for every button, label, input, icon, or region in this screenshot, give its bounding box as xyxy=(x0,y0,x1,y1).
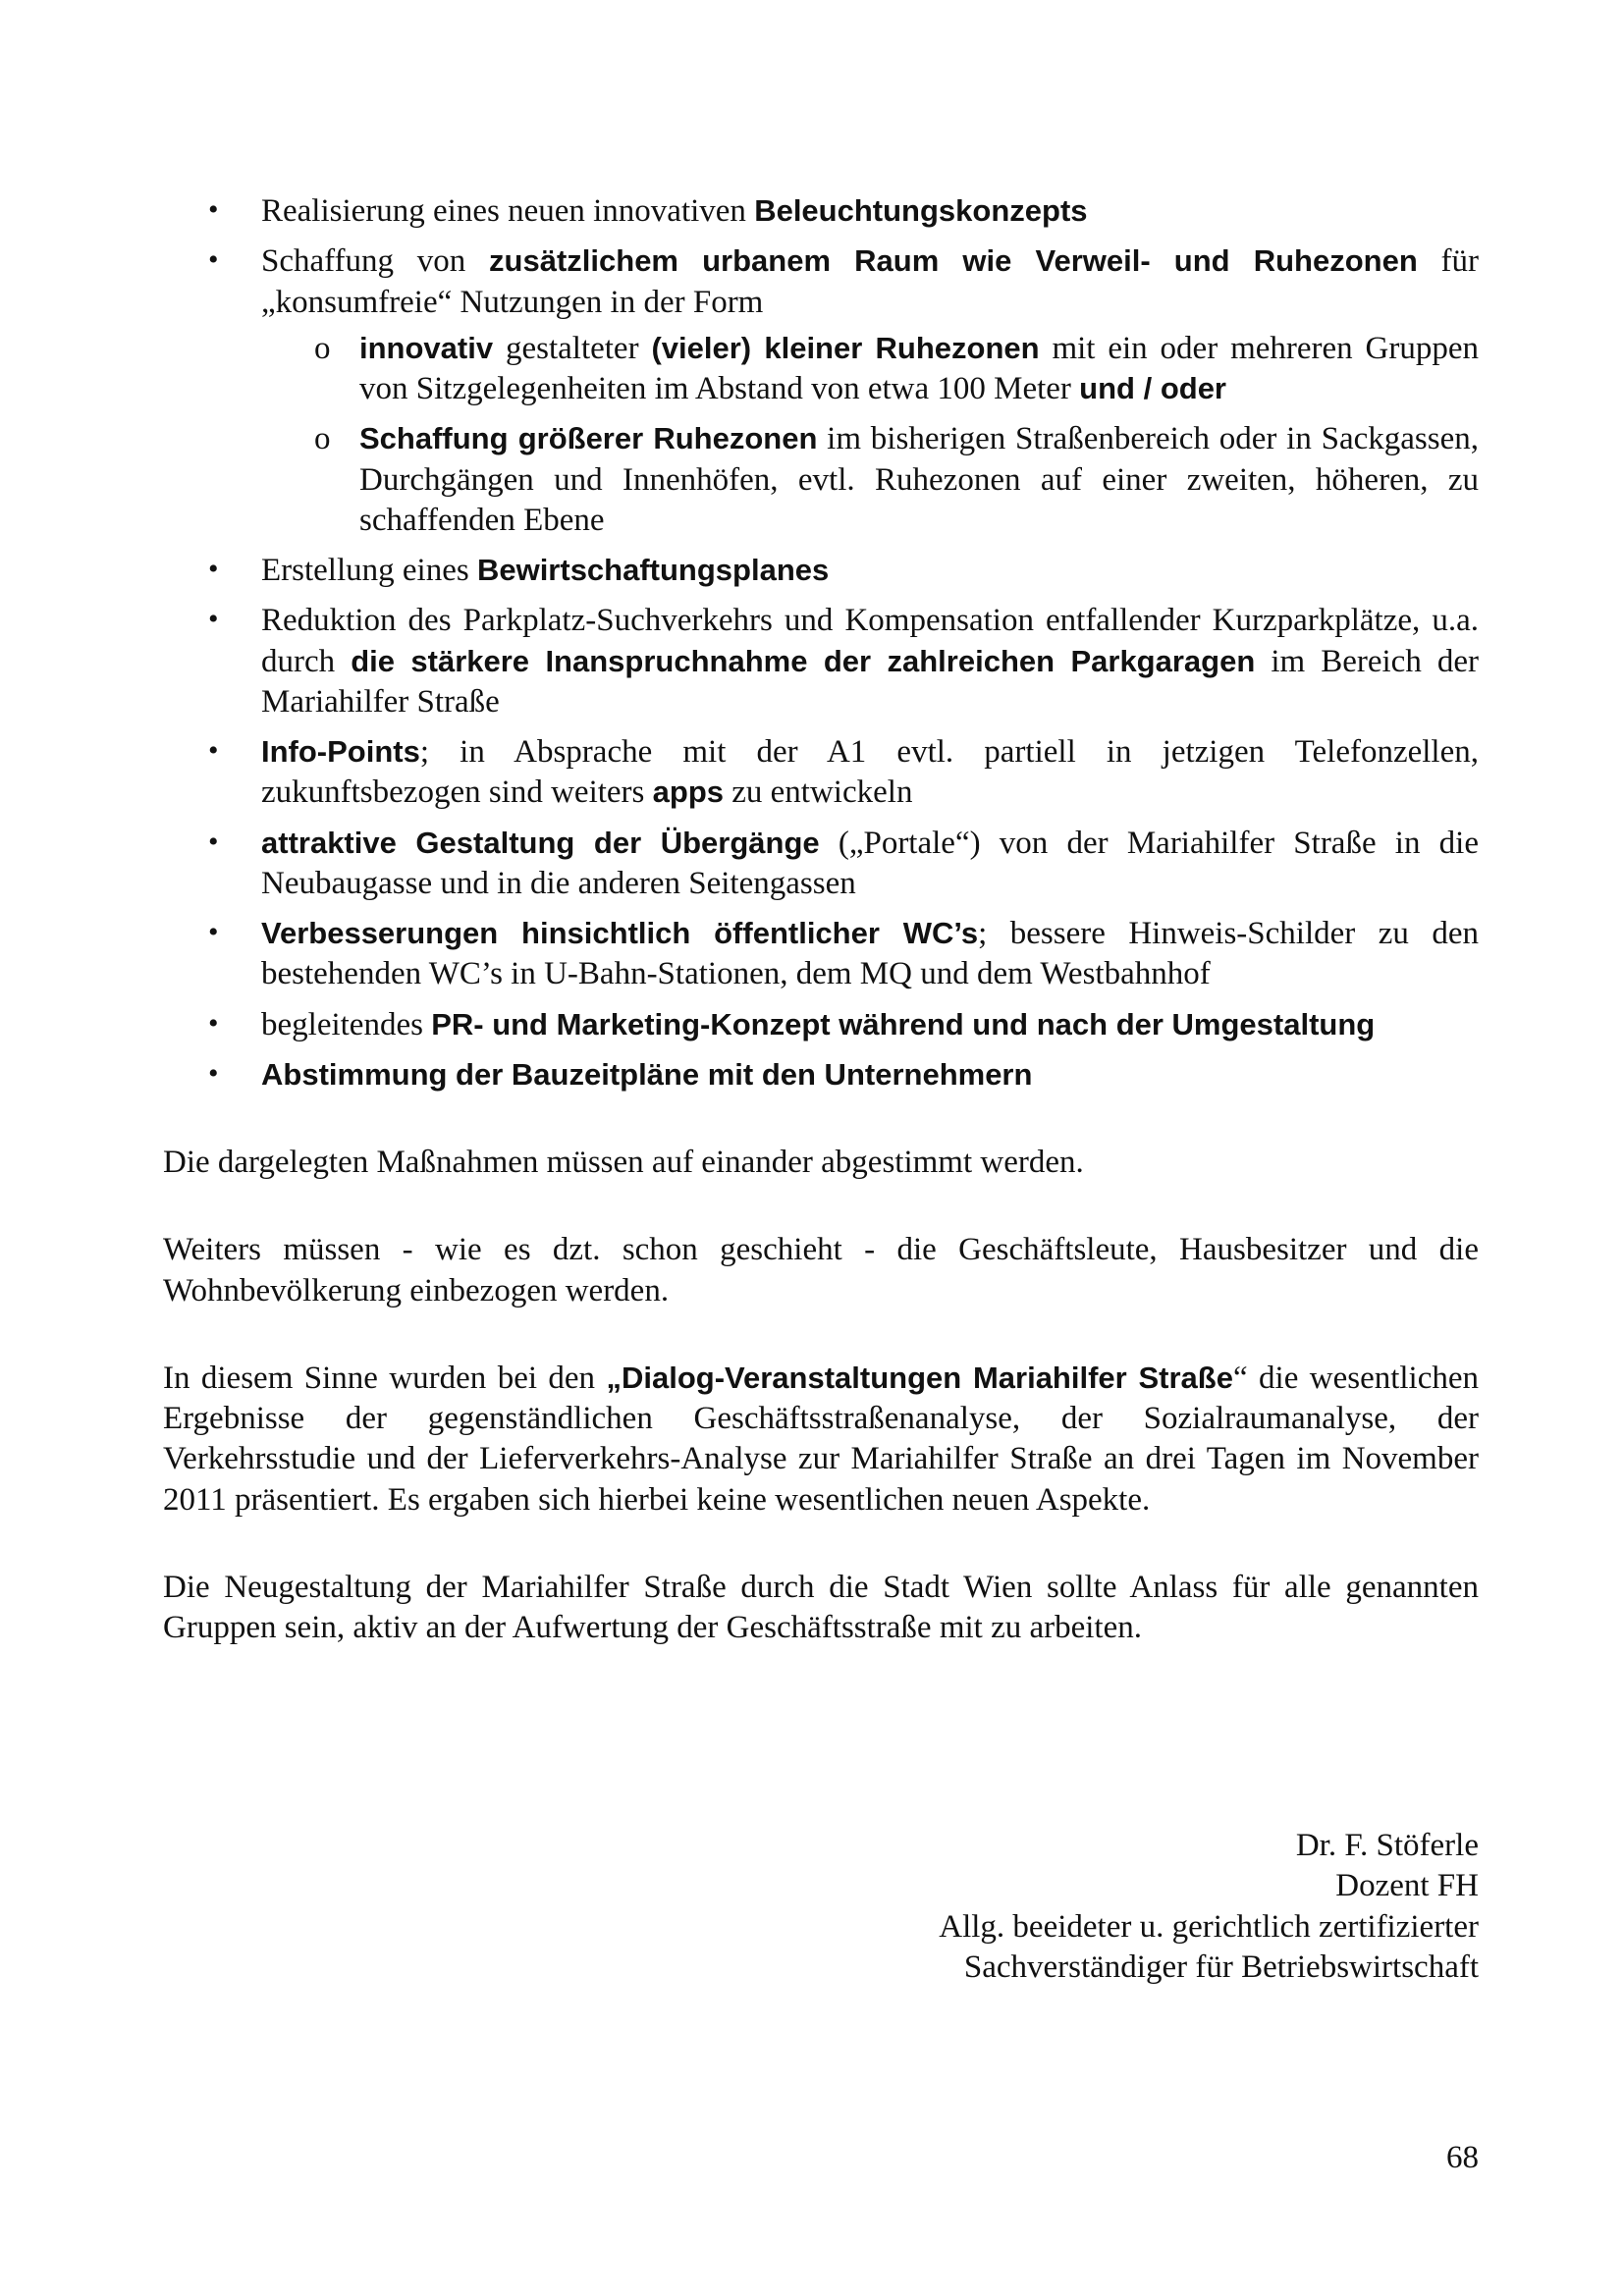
list-item xyxy=(163,732,1479,814)
author-credential-2: Sachverständiger für Betriebswirtschaft xyxy=(963,1949,1479,1985)
item-text: ; bessere Hinweis-Schilder zu den bestehenden WC’s in U-Bahn-Stationen, dem MQ und dem Westbahnhof xyxy=(261,916,1479,992)
item-text: ; in Absprache mit der A1 evtl. partiell in jetzigen Telefonzellen, zukunftsbezogen sind weiters xyxy=(261,734,1479,811)
paragraph-stakeholders: Weiters müssen - wie es dzt. schon geschieht - die Geschäftsleute, Hausbesitzer und die Wohnbevölkerung einbezogen werden. xyxy=(163,1232,1479,1308)
paragraph-conclusion: Die Neugestaltung der Mariahilfer Straße durch die Stadt Wien sollte Anlass für alle genannten Gruppen sein, aktiv an der Aufwertung der Geschäftsstraße mit zu arbeiten. xyxy=(163,1569,1479,1645)
page-number: 68 xyxy=(1446,2140,1479,2175)
item-emphasis: (vieler) kleiner Ruhezonen xyxy=(651,330,1040,365)
list-item xyxy=(163,1005,1479,1045)
list-item xyxy=(163,1055,1479,1095)
item-text: zu entwickeln xyxy=(724,774,913,811)
item-text: Reduktion des Parkplatz-Suchverkehrs und Kompensation entfallender Kurzparkplätze, u.a. durch xyxy=(261,603,1479,679)
measures-list xyxy=(163,191,1479,1095)
sub-list xyxy=(261,329,1479,541)
item-emphasis: Info-Points xyxy=(261,734,420,769)
item-emphasis: attraktive Gestaltung der Übergänge xyxy=(261,825,820,860)
list-item xyxy=(163,824,1479,905)
signature-block xyxy=(939,1826,1479,1988)
paragraph-emphasis: „Dialog-Veranstaltungen Mariahilfer Straße xyxy=(606,1360,1233,1395)
item-emphasis: zusätzlichem urbanem Raum wie Verweil- und Ruhezonen xyxy=(489,243,1418,279)
list-item xyxy=(163,191,1479,232)
sub-list-item xyxy=(261,329,1479,410)
item-text: („Portale“) von der Mariahilfer Straße in die Neubaugasse und in die anderen Seitengassen xyxy=(261,825,1479,901)
paragraph-coordination: Die dargelegten Maßnahmen müssen auf einander abgestimmt werden. xyxy=(163,1145,1084,1180)
item-emphasis: Verbesserungen hinsichtlich öffentlicher WC’s xyxy=(261,916,979,950)
item-text: gestalteter xyxy=(493,330,652,366)
sub-list-item xyxy=(261,419,1479,541)
author-title: Dozent FH xyxy=(1335,1868,1479,1904)
author-credential-1: Allg. beeideter u. gerichtlich zertifizierter xyxy=(939,1908,1479,1945)
author-name: Dr. F. Stöferle xyxy=(1295,1828,1479,1863)
item-emphasis: PR- und Marketing-Konzept während und nach der Umgestaltung xyxy=(431,1006,1376,1041)
item-emphasis: und / oder xyxy=(1079,371,1226,405)
list-item xyxy=(163,601,1479,722)
item-text: mit ein oder mehreren Gruppen von Sitzgelegenheiten im Abstand von etwa 100 Meter xyxy=(359,330,1479,406)
page-content xyxy=(163,191,1479,1648)
item-emphasis: Schaffung größerer Ruhezonen xyxy=(359,421,818,456)
item-emphasis: die stärkere Inanspruchnahme der zahlreichen Parkgaragen xyxy=(351,643,1256,678)
item-text: Schaffung von xyxy=(261,243,490,280)
item-text: im Bereich der Mariahilfer Straße xyxy=(261,643,1479,720)
item-text: Realisierung eines neuen innovativen xyxy=(261,193,755,229)
list-item xyxy=(163,241,1479,541)
item-emphasis: innovativ xyxy=(359,330,494,365)
item-text: begleitendes xyxy=(261,1006,432,1042)
item-text: Erstellung eines xyxy=(261,553,477,588)
list-item xyxy=(163,914,1479,995)
item-emphasis: Abstimmung der Bauzeitpläne mit den Unternehmern xyxy=(261,1056,1033,1092)
paragraph-text: In diesem Sinne wurden bei den xyxy=(163,1360,607,1396)
item-text: für „konsumfreie“ Nutzungen in der Form xyxy=(261,243,1480,320)
item-text: im bisherigen Straßenbereich oder in Sackgassen, Durchgängen und Innenhöfen, evtl. Ruhezonen auf einer zweiten, höheren, zu schaffenden Ebene xyxy=(359,421,1479,538)
list-item xyxy=(163,551,1479,591)
item-emphasis: Bewirtschaftungsplanes xyxy=(476,553,830,587)
item-emphasis: apps xyxy=(652,774,725,810)
paragraph-dialog-events xyxy=(163,1359,1479,1521)
item-emphasis: Beleuchtungskonzepts xyxy=(754,193,1088,228)
paragraph-text: “ die wesentlichen Ergebnisse der gegenständlichen Geschäftsstraßenanalyse, der Sozialraumanalyse, der Verkehrsstudie und der Lieferverkehrs-Analyse zur Mariahilfer Straße an drei Tagen im November 2011 präsentiert. Es ergaben sich hierbei keine wesentlichen neuen Aspekte. xyxy=(163,1360,1480,1518)
